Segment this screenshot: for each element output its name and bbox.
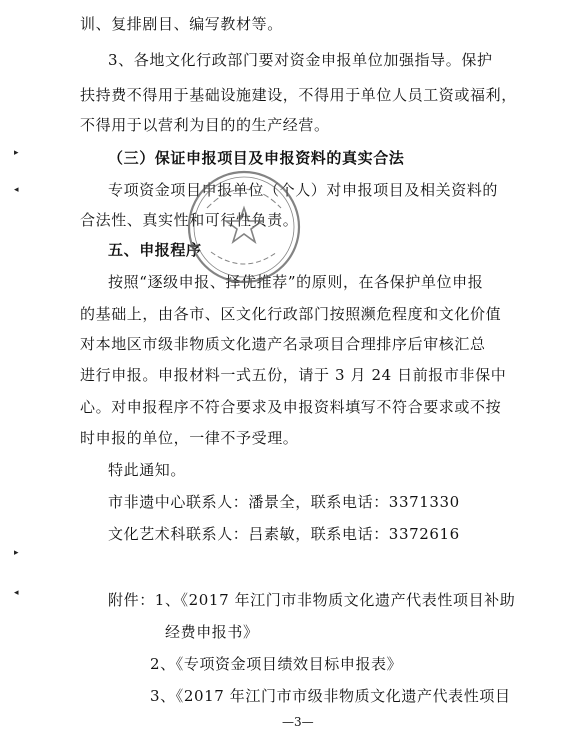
contact-line-1: 市非遗中心联系人：潘景全，联系电话：3371330	[108, 493, 460, 511]
text-line-4: 不得用于以营利为目的的生产经营。	[80, 116, 330, 134]
attachment-line-1-cont: 经费申报书》	[165, 623, 259, 641]
attachment-line-2: 2、《专项资金项目绩效目标申报表》	[150, 655, 403, 673]
attachment-line-1: 附件：1、《2017 年江门市非物质文化遗产代表性项目补助	[108, 591, 516, 609]
attachment-line-3: 3、《2017 年江门市市级非物质文化遗产代表性项目	[150, 687, 511, 705]
text-line-6: 专项资金项目申报单位（个人）对申报项目及相关资料的	[108, 181, 499, 199]
text-line-12: 进行申报。申报材料一式五份，请于 3 月 24 日前报市非保中	[80, 366, 507, 384]
section-heading-3: （三）保证申报项目及申报资料的真实合法	[108, 149, 405, 167]
page-number: —3—	[282, 715, 314, 729]
margin-mark: ▸	[14, 548, 19, 558]
text-line-1: 训、复排剧目、编写教材等。	[80, 15, 283, 33]
margin-mark: ◂	[14, 185, 19, 195]
contact-line-2: 文化艺术科联系人：吕素敏，联系电话：3372616	[108, 525, 460, 543]
margin-mark: ◂	[14, 588, 19, 598]
text-line-2: 3、各地文化行政部门要对资金申报单位加强指导。保护	[108, 51, 493, 69]
text-line-7: 合法性、真实性和可行性负责。	[80, 211, 299, 229]
margin-mark: ▸	[14, 148, 19, 158]
text-line-3: 扶持费不得用于基础设施建设，不得用于单位人员工资或福利，	[80, 86, 517, 104]
text-line-14: 时申报的单位，一律不予受理。	[80, 429, 299, 447]
text-line-13: 心。对申报程序不符合要求及申报资料填写不符合要求或不按	[80, 398, 502, 416]
text-line-9: 按照“逐级申报、择优推荐”的原则，在各保护单位申报	[108, 273, 484, 291]
closing-notice: 特此通知。	[108, 461, 187, 479]
section-heading-5: 五、申报程序	[108, 241, 202, 259]
text-line-10: 的基础上，由各市、区文化行政部门按照濒危程度和文化价值	[80, 305, 502, 323]
text-line-11: 对本地区市级非物质文化遗产名录项目合理排序后审核汇总	[80, 335, 486, 353]
